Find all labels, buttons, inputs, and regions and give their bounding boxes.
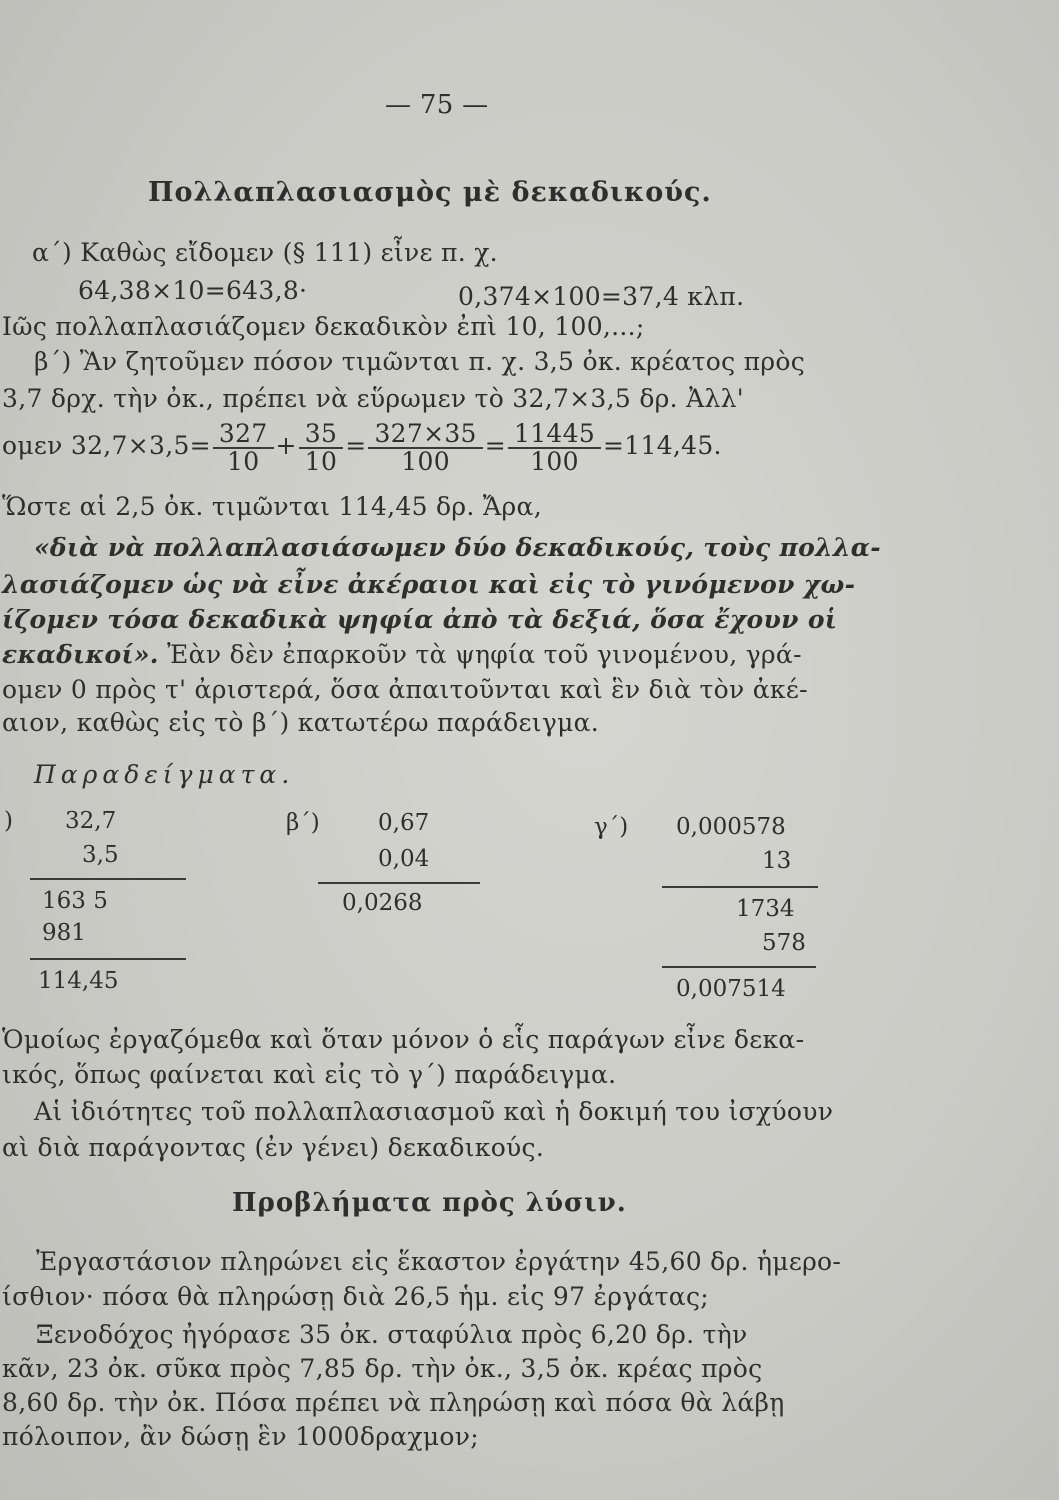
fraction-2 bbox=[299, 418, 343, 476]
body-line-5-text: Ἐὰν δὲν ἐπαρκοῦν τὰ ψηφία τοῦ γινομένου, γρά- bbox=[158, 640, 802, 669]
intro-line-5: 3,7 δρχ. τὴν ὀκ., πρέπει νὰ εὕρωμεν τὸ 32,7×3,5 δρ. Ἀλλ' bbox=[2, 384, 744, 413]
body-line-5 bbox=[2, 640, 802, 670]
example-a-multiplier: 3,5 bbox=[82, 842, 119, 868]
example-c-partial-1: 1734 bbox=[736, 896, 795, 922]
problem-line-4: κᾶν, 23 ὀκ. σῦκα πρὸς 7,85 δρ. τὴν ὀκ., 3,5 ὀκ. κρέας πρὸς bbox=[2, 1354, 763, 1383]
example-a-partial-2: 981 bbox=[42, 920, 86, 946]
example-c-rule-1 bbox=[662, 886, 818, 888]
rule-line-4: εκαδικοί». bbox=[2, 640, 159, 669]
intro-line-3: Ιῶς πολλαπλασιάζομεν δεκαδικὸν ἐπὶ 10, 100,...; bbox=[2, 312, 645, 341]
example-c-multiplicand: 0,000578 bbox=[676, 814, 786, 840]
page-number: — 75 — bbox=[385, 90, 489, 120]
example-c-label: γ΄) bbox=[594, 814, 629, 840]
example-a-partial-1: 163 5 bbox=[42, 888, 108, 914]
after-line-1: Ὁμοίως ἐργαζόμεθα καὶ ὅταν μόνον ὁ εἷς παράγων εἶνε δεκα- bbox=[2, 1025, 805, 1054]
example-a-rule-1 bbox=[30, 878, 186, 880]
intro-line-4: β΄) Ἂν ζητοῦμεν πόσον τιμῶνται π. χ. 3,5 ὀκ. κρέατος πρὸς bbox=[34, 347, 806, 376]
example-b-multiplier: 0,04 bbox=[378, 846, 430, 872]
body-line-7: αιον, καθὼς εἰς τὸ β΄) κατωτέρω παράδειγμα. bbox=[2, 708, 600, 737]
fraction-1-numerator: 327 bbox=[213, 421, 274, 449]
equation-equals-2: = bbox=[484, 431, 506, 460]
rule-line-2: λασιάζομεν ὡς νὰ εἶνε ἀκέραιοι καὶ εἰς τὸ γινόμενον χω- bbox=[2, 570, 856, 599]
intro-line-1: α΄) Καθὼς εἴδομεν (§ 111) εἶνε π. χ. bbox=[32, 238, 498, 267]
example-c-multiplier: 13 bbox=[762, 848, 792, 874]
intro-line-2b: 0,374×100=37,4 κλπ. bbox=[458, 282, 745, 311]
example-c-partial-2: 578 bbox=[762, 930, 806, 956]
after-line-3: Αἱ ἰδιότητες τοῦ πολλαπλασιασμοῦ καὶ ἡ δοκιμή του ἰσχύουν bbox=[34, 1097, 834, 1126]
example-c-result: 0,007514 bbox=[676, 976, 786, 1002]
after-line-4: αὶ διὰ παράγοντας (ἐν γένει) δεκαδικούς. bbox=[2, 1133, 545, 1162]
fraction-3-numerator: 327×35 bbox=[368, 421, 482, 449]
equation-result: =114,45. bbox=[603, 431, 722, 460]
example-b-rule bbox=[318, 882, 480, 884]
example-b-label: β΄) bbox=[286, 810, 320, 836]
example-a-label: ) bbox=[4, 808, 13, 834]
body-line-1: Ὥστε αἱ 2,5 ὀκ. τιμῶνται 114,45 δρ. Ἄρα, bbox=[2, 492, 542, 521]
fraction-3-denominator: 100 bbox=[401, 446, 450, 476]
problem-line-6: πόλοιπον, ἂν δώσῃ ἓν 1000δραχμον; bbox=[2, 1422, 479, 1451]
section-title: Πολλαπλασιασμὸς μὲ δεκαδικούς. bbox=[148, 177, 712, 208]
rule-line-3: ίζομεν τόσα δεκαδικὰ ψηφία ἀπὸ τὰ δεξιά, ὅσα ἔχουν οἱ bbox=[2, 605, 838, 634]
fraction-4-numerator: 11445 bbox=[508, 421, 601, 449]
problem-line-3: Ξενοδόχος ἠγόρασε 35 ὀκ. σταφύλια πρὸς 6,20 δρ. τὴν bbox=[36, 1320, 748, 1349]
example-b-multiplicand: 0,67 bbox=[378, 810, 430, 836]
problems-title: Προβλήματα πρὸς λύσιν. bbox=[232, 1188, 627, 1218]
fraction-1-denominator: 10 bbox=[227, 446, 260, 476]
example-b-result: 0,0268 bbox=[342, 890, 423, 916]
after-line-2: ικός, ὅπως φαίνεται καὶ εἰς τὸ γ΄) παράδειγμα. bbox=[2, 1060, 617, 1089]
body-line-6: ομεν 0 πρὸς τ' ἀριστερά, ὅσα ἀπαιτοῦνται καὶ ἓν διὰ τὸν ἀκέ- bbox=[2, 675, 808, 704]
fraction-3 bbox=[368, 418, 482, 476]
example-a-rule-2 bbox=[30, 958, 186, 960]
equation-equals-1: = bbox=[345, 431, 367, 460]
fraction-1 bbox=[213, 418, 274, 476]
example-c-rule-2 bbox=[662, 966, 816, 968]
fraction-2-numerator: 35 bbox=[299, 421, 343, 449]
equation-plus: + bbox=[275, 431, 297, 460]
fraction-4 bbox=[508, 418, 601, 476]
rule-line-1: «διὰ νὰ πολλαπλασιάσωμεν δύο δεκαδικούς, τοὺς πολλα- bbox=[34, 533, 881, 562]
intro-line-2a: 64,38×10=643,8· bbox=[78, 276, 308, 305]
problem-line-2: ίσθιον· πόσα θὰ πληρώσῃ διὰ 26,5 ἡμ. εἰς 97 ἐργάτας; bbox=[2, 1282, 709, 1311]
fraction-2-denominator: 10 bbox=[304, 446, 338, 476]
examples-heading: Παραδείγματα. bbox=[34, 760, 295, 789]
fraction-4-denominator: 100 bbox=[530, 446, 579, 476]
problem-line-5: 8,60 δρ. τὴν ὀκ. Πόσα πρέπει νὰ πληρώσῃ καὶ πόσα θὰ λάβῃ bbox=[2, 1388, 785, 1417]
example-a-result: 114,45 bbox=[38, 968, 119, 994]
equation-lead: ομεν 32,7×3,5= bbox=[2, 431, 211, 460]
problem-line-1: Ἐργαστάσιον πληρώνει εἰς ἕκαστον ἐργάτην 45,60 δρ. ἡμερο- bbox=[36, 1247, 842, 1276]
example-a-multiplicand: 32,7 bbox=[65, 808, 117, 834]
equation-line bbox=[2, 418, 722, 475]
